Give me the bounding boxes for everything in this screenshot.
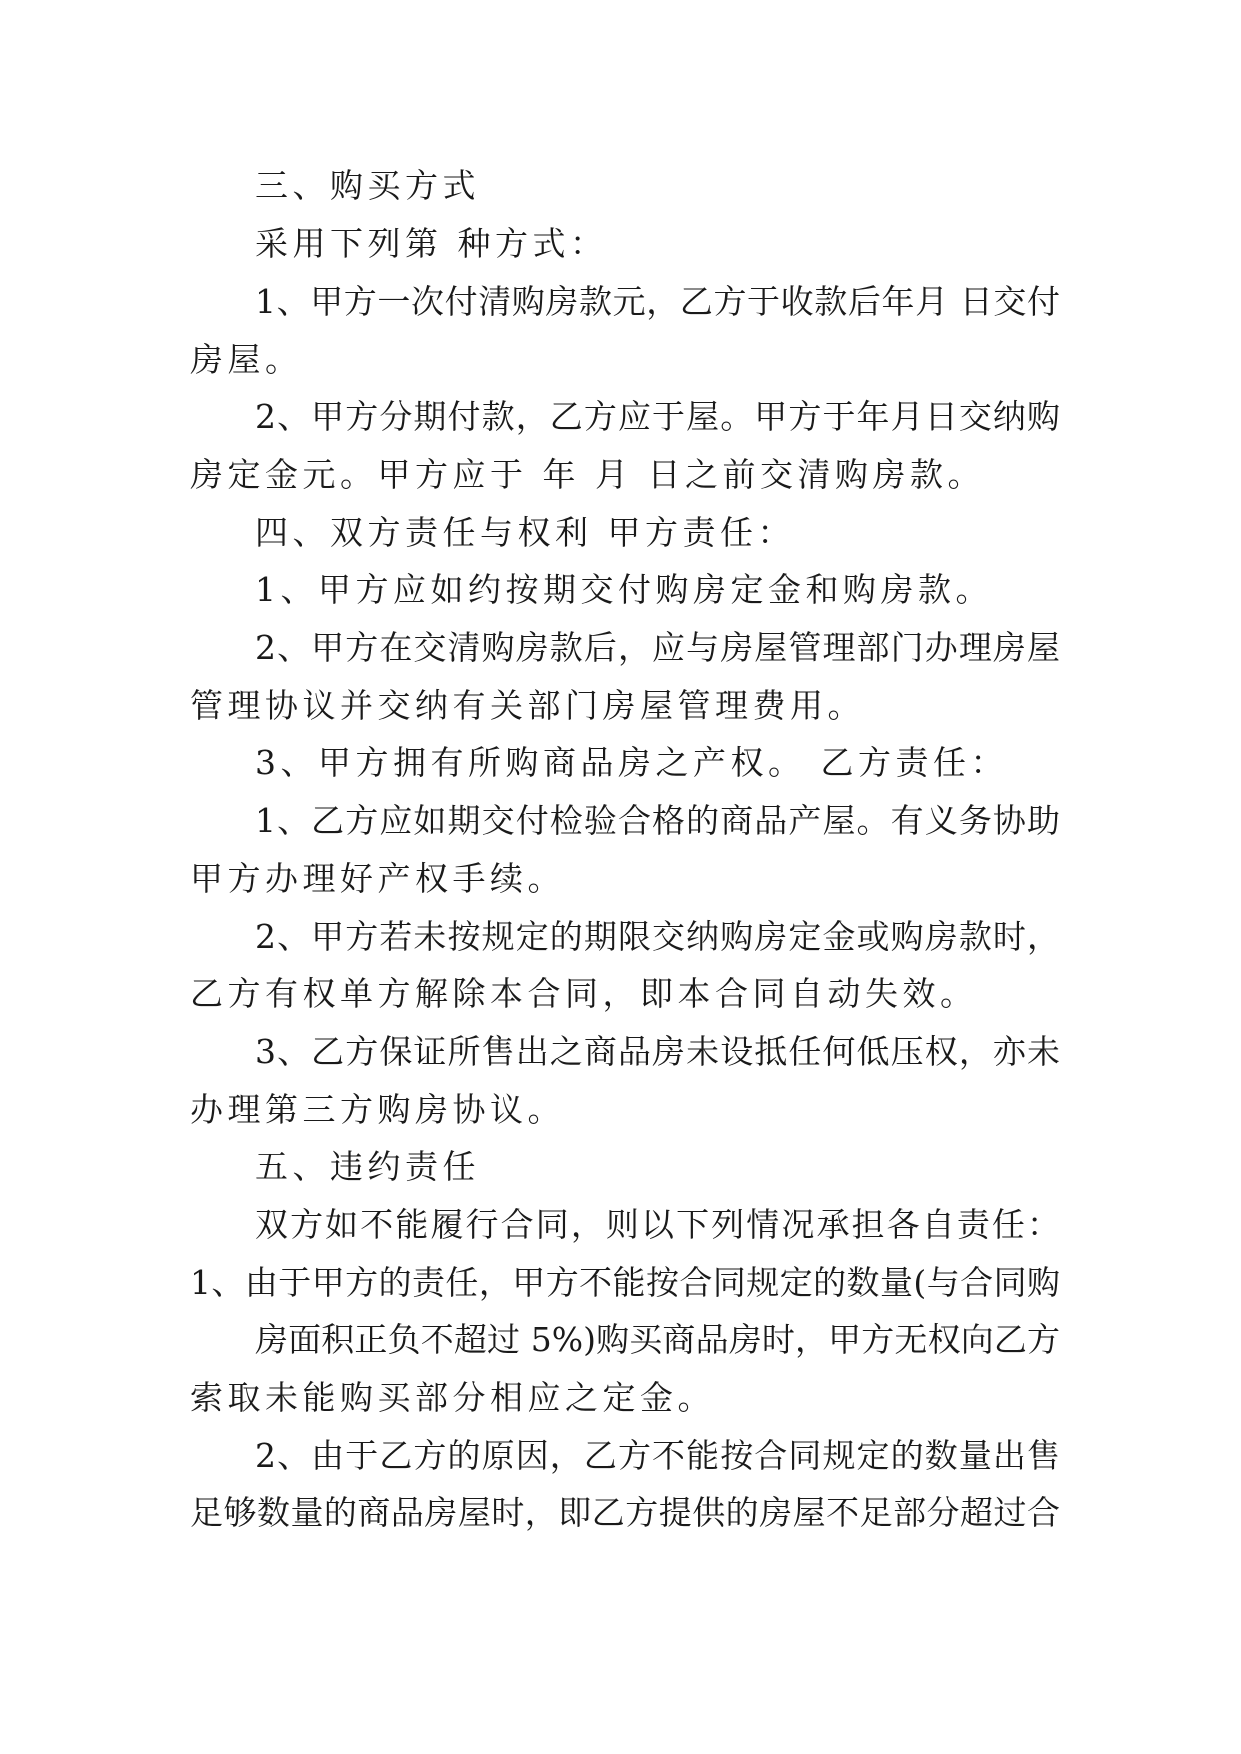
text-line: 足够数量的商品房屋时，即乙方提供的房屋不足部分超过合 xyxy=(190,1493,1060,1532)
text-line: 1、乙方应如期交付检验合格的商品产屋。有义务协助 xyxy=(255,801,1060,840)
text-line: 2、甲方若未按规定的期限交纳购房定金或购房款时， xyxy=(255,917,1060,956)
text-line: 2、由于乙方的原因，乙方不能按合同规定的数量出售 xyxy=(255,1436,1060,1475)
text-line: 1、甲方一次付清购房款元，乙方于收款后年月 日交付 xyxy=(255,282,1060,321)
section-heading-responsibilities: 四、双方责任与权利 甲方责任： xyxy=(255,513,795,552)
text-line: 房屋。 xyxy=(190,340,303,379)
text-line: 采用下列第 种方式： xyxy=(255,224,608,263)
text-line: 房面积正负不超过 5%)购买商品房时，甲方无权向乙方 xyxy=(255,1320,1060,1359)
text-line: 管理协议并交纳有关部门房屋管理费用。 xyxy=(190,686,865,725)
text-line: 1、甲方应如约按期交付购房定金和购房款。 xyxy=(255,570,993,609)
text-line: 房定金元。甲方应于 年 月 日之前交清购房款。 xyxy=(190,455,985,494)
text-line: 乙方有权单方解除本合同，即本合同自动失效。 xyxy=(190,974,978,1013)
text-line: 双方如不能履行合同，则以下列情况承担各自责任： xyxy=(255,1205,1060,1244)
text-line: 2、甲方分期付款，乙方应于屋。甲方于年月日交纳购 xyxy=(255,397,1060,436)
text-line: 索取未能购买部分相应之定金。 xyxy=(190,1378,715,1417)
text-line: 1、由于甲方的责任，甲方不能按合同规定的数量(与合同购 xyxy=(190,1263,1060,1302)
text-line: 2、甲方在交清购房款后，应与房屋管理部门办理房屋 xyxy=(255,628,1060,667)
text-line: 3、乙方保证所售出之商品房未设抵任何低压权，亦未 xyxy=(255,1032,1060,1071)
text-line: 3、甲方拥有所购商品房之产权。 乙方责任： xyxy=(255,743,1008,782)
section-heading-purchase-method: 三、购买方式 xyxy=(255,166,480,205)
text-line: 办理第三方购房协议。 xyxy=(190,1090,565,1129)
section-heading-breach-liability: 五、违约责任 xyxy=(255,1147,480,1186)
text-line: 甲方办理好产权手续。 xyxy=(190,859,565,898)
